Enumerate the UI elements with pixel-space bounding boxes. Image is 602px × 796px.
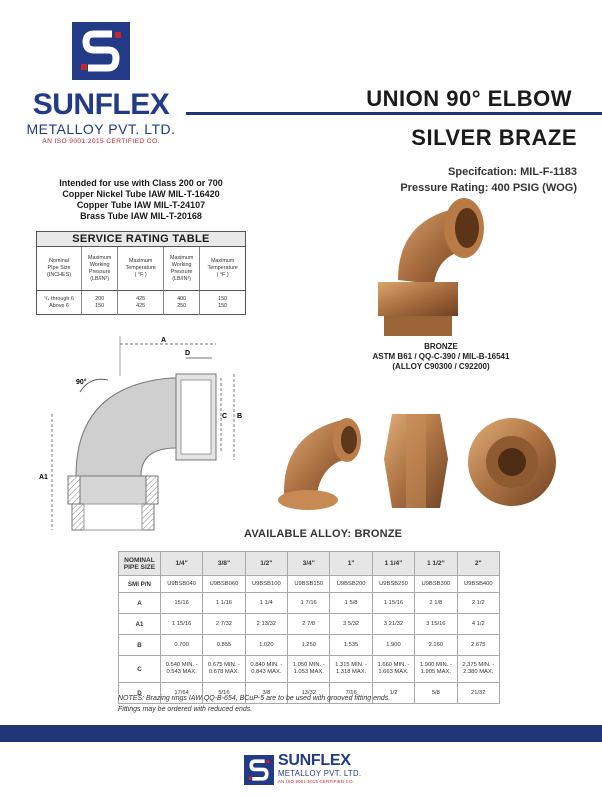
row-label: D <box>119 683 161 704</box>
table-cell: 0.540 MIN. - 0.543 MAX. <box>160 656 202 683</box>
table-cell: U9BSB300 <box>415 576 457 593</box>
intended-line: Copper Nickel Tube IAW MIL-T-16420 <box>62 189 220 199</box>
table-cell: 15/16 <box>160 593 202 614</box>
table-cell: U9BSB100 <box>245 576 287 593</box>
table-cell: 1.660 MIN. - 1.663 MAX. <box>372 656 414 683</box>
header-cell: 1 1/2" <box>415 552 457 576</box>
note-line: Fittings may be ordered with reduced ends. <box>118 706 253 713</box>
header-cell: 1 1/4" <box>372 552 414 576</box>
table-cell: 2 1/8 <box>415 593 457 614</box>
footer-company-name: SUNFLEX <box>278 752 351 769</box>
product-title: UNION 90° ELBOW <box>366 86 572 111</box>
sunflex-logo-mark <box>72 22 130 80</box>
table-cell: U9BSB400 <box>457 576 499 593</box>
header-cell: 1/4" <box>160 552 202 576</box>
table-cell: 3 15/16 <box>415 614 457 635</box>
table-cell: U9BSB040 <box>160 576 202 593</box>
company-iso: AN ISO 9001:2015 CERTIFIED CO. <box>42 138 160 145</box>
title-divider <box>186 112 602 115</box>
specification: Specifcation: MIL-F-1183 <box>448 166 577 178</box>
table-cell: 1 7/16 <box>288 593 330 614</box>
table-cell: 1.900 <box>372 635 414 656</box>
table-row <box>119 635 500 656</box>
header-cell: Maximum Working Pressure (LB/IN²) <box>82 247 118 291</box>
table-cell: U9BSB060 <box>203 576 245 593</box>
footer-logo <box>244 753 404 789</box>
header-cell: NOMINAL PIPE SIZE <box>119 552 161 576</box>
table-row <box>119 576 500 593</box>
dim-c-label: C <box>222 413 228 420</box>
table-row <box>119 593 500 614</box>
footer-company-iso: AN ISO 9001:2015 CERTIFIED CO. <box>278 779 355 784</box>
table-cell: 2 7/8 <box>288 614 330 635</box>
table-cell: 1.900 MIN. - 1.905 MAX. <box>415 656 457 683</box>
header-cell: 3/8" <box>203 552 245 576</box>
table-row <box>119 656 500 683</box>
table-cell: 2.375 MIN. - 2.380 MAX. <box>457 656 499 683</box>
table-cell: 13/32 <box>288 683 330 704</box>
intended-line: Copper Tube IAW MIL-T-24107 <box>76 200 206 210</box>
dim-b-label: B <box>237 413 243 420</box>
table-cell: 1 1/16 <box>203 593 245 614</box>
service-rating-title: SERVICE RATING TABLE <box>37 232 246 247</box>
angle-label: 90° <box>76 379 87 386</box>
table-cell: U9BSB200 <box>330 576 372 593</box>
component-photos <box>272 404 572 514</box>
table-cell: 2 13/32 <box>245 614 287 635</box>
header-cell: 1/2" <box>245 552 287 576</box>
table-cell: 21/32 <box>457 683 499 704</box>
bronze-caption-line: BRONZE <box>424 342 458 351</box>
table-cell: 150 150 <box>218 295 228 309</box>
header-cell: Nominal PIpe Size (INCHES) <box>37 247 82 291</box>
table-cell: 3/8 <box>245 683 287 704</box>
table-cell: U9BSB150 <box>288 576 330 593</box>
header-cell: 2" <box>457 552 499 576</box>
company-subtitle: METALLOY PVT. LTD. <box>26 121 176 137</box>
note-line: NOTES: Brazing rings IAW QQ-B-654, BCuP-5 are to be used with grooved fitting ends. <box>118 695 391 702</box>
header-cell: Maximum Working Pressure (LB/IN²) <box>164 247 200 291</box>
row-label: C <box>119 656 161 683</box>
table-cell: 1.315 MIN. - 1.318 MAX. <box>330 656 372 683</box>
header-cell: Maximum Temperature ( °F ) <box>200 247 246 291</box>
service-rating-table <box>36 231 246 315</box>
company-logo <box>26 22 176 145</box>
sunflex-logo-mark <box>244 755 274 785</box>
table-cell: 1 5/8 <box>330 593 372 614</box>
intended-line: Intended for use with Class 200 or 700 <box>59 178 223 188</box>
table-cell: U9BSB250 <box>372 576 414 593</box>
table-cell: 1 15/16 <box>372 593 414 614</box>
header-cell: 3/4" <box>288 552 330 576</box>
row-label: B <box>119 635 161 656</box>
company-name: SUNFLEX <box>32 88 170 121</box>
dim-d-label: D <box>185 350 191 357</box>
intended-use <box>36 178 246 222</box>
dimension-table <box>118 551 500 704</box>
table-header-row <box>37 247 246 291</box>
row-label: A <box>119 593 161 614</box>
row-label: SMI P/N <box>119 576 161 593</box>
table-cell: 0.700 <box>160 635 202 656</box>
table-cell: 200 150 <box>82 291 118 315</box>
table-cell: 400 250 <box>164 291 200 315</box>
table-cell: 3 5/32 <box>330 614 372 635</box>
table-cell: 1.535 <box>330 635 372 656</box>
technical-drawing <box>36 336 256 536</box>
table-cell: 1.050 MIN. - 1.053 MAX. <box>288 656 330 683</box>
dim-a1-label: A1 <box>39 474 48 481</box>
table-cell: 2.160 <box>415 635 457 656</box>
table-cell: 425 425 <box>118 291 164 315</box>
table-row <box>119 614 500 635</box>
row-label: A1 <box>119 614 161 635</box>
table-cell: 0.840 MIN. - 0.843 MAX. <box>245 656 287 683</box>
header-cell: 1" <box>330 552 372 576</box>
bronze-caption-line: ASTM B61 / QQ-C-390 / MIL-B-16541 <box>372 352 510 361</box>
product-subtitle: SILVER BRAZE <box>411 125 577 150</box>
table-cell: 1 15/16 <box>160 614 202 635</box>
table-cell: 0.675 MIN. - 0.678 MAX. <box>203 656 245 683</box>
table-cell: 17/64 <box>160 683 202 704</box>
table-cell: 2 7/32 <box>203 614 245 635</box>
table-cell: ¹/₄ through 6 Above 6 <box>37 291 82 315</box>
table-cell: 1 1/4 <box>245 593 287 614</box>
table-cell: 5/8 <box>415 683 457 704</box>
table-cell: 1/2 <box>372 683 414 704</box>
footer-company-subtitle: METALLOY PVT. LTD. <box>278 769 362 778</box>
table-row <box>37 291 246 315</box>
bronze-caption-line: (ALLOY C90300 / C92200) <box>392 362 490 371</box>
available-alloy: AVAILABLE ALLOY: BRONZE <box>244 528 403 540</box>
footer-band <box>0 725 602 742</box>
intended-line: Brass Tube IAW MIL-T-20168 <box>80 211 202 221</box>
table-cell: 3 21/32 <box>372 614 414 635</box>
table-cell: 4 1/2 <box>457 614 499 635</box>
table-cell: 5/16 <box>203 683 245 704</box>
pressure-rating: Pressure Rating: 400 PSIG (WOG) <box>400 182 577 194</box>
table-header-row <box>119 552 500 576</box>
table-cell: 1.020 <box>245 635 287 656</box>
notes <box>118 693 390 715</box>
table-cell: 2 1/2 <box>457 593 499 614</box>
table-cell: 0.855 <box>203 635 245 656</box>
table-cell: 2.675 <box>457 635 499 656</box>
union-elbow-photo <box>368 190 496 340</box>
table-cell: 1.250 <box>288 635 330 656</box>
bronze-caption <box>336 342 546 372</box>
dim-a-label: A <box>161 337 167 344</box>
header-cell: Maximum Temperature ( °F ) <box>118 247 164 291</box>
table-cell: 7/16 <box>330 683 372 704</box>
